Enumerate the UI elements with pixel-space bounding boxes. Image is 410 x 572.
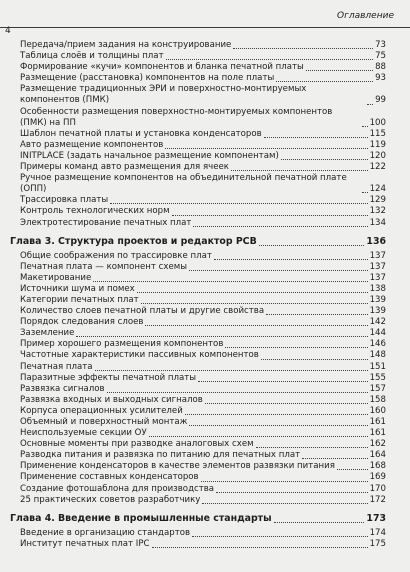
toc-entry[interactable]: [10, 206, 386, 217]
toc-entry-page-number: 162: [369, 439, 386, 450]
toc-entry-title: Развязка сигналов: [20, 383, 105, 394]
toc-entry[interactable]: [10, 428, 386, 439]
toc-entry-title: Размещение (расстановка) компонентов на поле платы: [20, 73, 275, 84]
toc-entry[interactable]: [10, 140, 386, 151]
dot-leader: [233, 48, 373, 49]
toc-entry-title: Таблица слоёв и толщины плат: [20, 51, 164, 62]
toc-entry[interactable]: [10, 218, 386, 229]
dot-leader: [362, 192, 368, 193]
toc-entry-page-number: 174: [369, 527, 386, 538]
toc-entry[interactable]: [10, 107, 386, 129]
toc-entry-title: Примеры команд авто размещения для ячеек: [20, 162, 229, 173]
toc-entry-page-number: 158: [369, 394, 386, 405]
toc-entry-page-number: 99: [375, 95, 386, 106]
toc-entry[interactable]: [10, 472, 386, 483]
dot-leader: [172, 215, 368, 216]
toc-entry-page-number: 115: [369, 128, 386, 139]
toc-entry-title: Источники шума и помех: [20, 283, 135, 294]
dot-leader: [225, 347, 367, 348]
toc-entry-page-number: 157: [369, 383, 386, 394]
toc-entry[interactable]: [10, 317, 386, 328]
dot-leader: [192, 536, 368, 537]
toc-entry[interactable]: [10, 151, 386, 162]
dot-leader: [201, 481, 368, 482]
toc-entry-page-number: 137: [369, 250, 386, 261]
toc-entry-page-number: 132: [369, 206, 386, 217]
dot-leader: [193, 226, 367, 227]
dot-leader: [205, 403, 368, 404]
toc-entry[interactable]: [10, 51, 386, 62]
toc-entry[interactable]: [10, 395, 386, 406]
toc-entry[interactable]: [10, 362, 386, 373]
dot-leader: [306, 70, 373, 71]
toc-entry[interactable]: [10, 129, 386, 140]
toc-entry[interactable]: [10, 195, 386, 206]
dot-leader: [231, 170, 368, 171]
dot-leader: [367, 104, 373, 105]
toc-entry-title: Передача/прием задания на конструирование: [20, 40, 232, 50]
toc-entry[interactable]: [10, 539, 386, 550]
toc-entry-page-number: 119: [369, 139, 386, 150]
dot-leader: [149, 436, 368, 437]
dot-leader: [302, 458, 367, 459]
toc-entry-title: Развязка входных и выходных сигналов: [20, 394, 203, 405]
toc-entry-title: Контроль технологических норм: [20, 206, 170, 217]
table-of-contents: [10, 40, 386, 550]
dot-leader: [185, 414, 368, 415]
dot-leader: [264, 137, 368, 138]
toc-entry[interactable]: [10, 350, 386, 361]
toc-entry-page-number: 151: [369, 361, 386, 372]
dot-leader: [93, 281, 367, 282]
toc-entry-title: Глава 4. Введение в промышленные стандарты: [10, 512, 272, 524]
toc-entry-title: Создание фотошаблона для производства: [20, 483, 215, 494]
toc-entry-title: Категории печатных плат: [20, 294, 139, 305]
toc-entry-title: Общие соображения по трассировке плат: [20, 250, 212, 261]
toc-entry-page-number: 122: [369, 162, 386, 173]
toc-entry-title: Печатная плата — компонент схемы: [20, 261, 188, 272]
toc-entry[interactable]: [10, 173, 386, 195]
toc-entry-page-number: 138: [369, 283, 386, 294]
running-header: Оглавление: [337, 11, 394, 21]
dot-leader: [198, 381, 368, 382]
dot-leader: [362, 126, 368, 127]
toc-entry[interactable]: [10, 262, 386, 273]
toc-entry-title: Трассировка платы: [20, 195, 109, 206]
toc-entry-page-number: 175: [369, 538, 386, 549]
toc-entry-page-number: 144: [369, 328, 386, 339]
toc-entry-page-number: 148: [369, 350, 386, 361]
toc-entry-title: Ручное размещение компонентов на объединительной печатной плате (ОПП): [20, 173, 347, 195]
toc-entry-page-number: 93: [375, 73, 386, 84]
toc-entry-page-number: 136: [366, 235, 386, 247]
toc-entry-page-number: 146: [369, 339, 386, 350]
toc-entry-page-number: 124: [369, 184, 386, 195]
toc-entry-page-number: 169: [369, 472, 386, 483]
toc-entry[interactable]: [10, 251, 386, 262]
toc-entry-title: Объемный и поверхностный монтаж: [20, 417, 188, 427]
toc-entry-page-number: 73: [375, 40, 386, 50]
dot-leader: [266, 314, 367, 315]
toc-entry-title: Размещение традиционных ЭРИ и поверхностно-монтируемых компонентов (ПМК): [20, 84, 307, 106]
toc-entry-title: Пример хорошего размещения компонентов: [20, 339, 224, 350]
toc-entry-title: Применение конденсаторов в качестве элементов развязки питания: [20, 461, 335, 472]
toc-entry-page-number: 173: [366, 512, 386, 524]
toc-entry[interactable]: [10, 84, 386, 106]
toc-entry-title: Частотные характеристики пассивных компонентов: [20, 350, 259, 361]
dot-leader: [166, 59, 373, 60]
toc-entry-page-number: 120: [369, 150, 386, 161]
toc-entry-page-number: 139: [369, 306, 386, 317]
toc-entry[interactable]: [10, 484, 386, 495]
toc-entry-title: Основные моменты при разводке аналоговых схем: [20, 439, 254, 450]
toc-entry-title: Введение в организацию стандартов: [20, 527, 191, 538]
toc-entry-title: Печатная плата: [20, 361, 93, 372]
dot-leader: [141, 303, 368, 304]
toc-entry[interactable]: [10, 295, 386, 306]
dot-leader: [107, 392, 368, 393]
toc-entry[interactable]: [10, 339, 386, 350]
dot-leader: [216, 492, 368, 493]
toc-entry-title: 25 практических советов разработчику: [20, 494, 201, 505]
toc-entry-title: Паразитные эффекты печатной платы: [20, 372, 197, 383]
dot-leader: [189, 270, 368, 271]
toc-entry-title: Шаблон печатной платы и установка конденсаторов: [20, 128, 262, 139]
toc-entry-title: Разводка питания и развязка по питанию для печатных плат: [20, 450, 301, 461]
toc-entry-page-number: 170: [369, 483, 386, 494]
toc-entry[interactable]: [10, 373, 386, 384]
toc-entry-title: Особенности размещения поверхностно-монтируемых компонентов (ПМК) на ПП: [20, 106, 333, 128]
toc-entry[interactable]: [10, 417, 386, 428]
dot-leader: [281, 159, 368, 160]
toc-entry-title: Применение составных конденсаторов: [20, 472, 199, 483]
toc-entry-page-number: 161: [369, 417, 386, 427]
toc-entry-title: Авто размещение компонентов: [20, 139, 164, 150]
dot-leader: [110, 203, 367, 204]
toc-entry-title: Заземление: [20, 328, 75, 339]
toc-entry-title: Количество слоев печатной платы и другие свойства: [20, 306, 265, 317]
toc-entry-page-number: 75: [375, 51, 386, 62]
toc-entry[interactable]: [10, 406, 386, 417]
dot-leader: [214, 259, 368, 260]
toc-entry[interactable]: [10, 73, 386, 84]
dot-leader: [202, 503, 367, 504]
header-rule: [0, 27, 410, 28]
toc-entry[interactable]: [10, 450, 386, 461]
toc-entry-title: Формирование «кучи» компонентов и бланка печатной платы: [20, 62, 304, 73]
toc-entry[interactable]: [10, 284, 386, 295]
toc-entry[interactable]: [10, 328, 386, 339]
toc-entry-page-number: 172: [369, 494, 386, 505]
toc-entry-title: INITPLACE (задать начальное размещение компонентам): [20, 150, 279, 161]
toc-entry-page-number: 160: [369, 405, 386, 416]
toc-entry-page-number: 161: [369, 428, 386, 439]
toc-entry-page-number: 137: [369, 261, 386, 272]
toc-entry-title: Корпуса операционных усилителей: [20, 405, 183, 416]
toc-entry-title: Институт печатных плат IPC: [20, 538, 150, 549]
toc-entry-page-number: 142: [369, 317, 386, 328]
toc-entry[interactable]: [10, 62, 386, 73]
toc-entry-page-number: 139: [369, 294, 386, 305]
dot-leader: [152, 547, 368, 548]
toc-entry[interactable]: [10, 528, 386, 539]
dot-leader: [137, 292, 368, 293]
toc-entry-page-number: 88: [375, 62, 386, 73]
toc-entry[interactable]: [10, 495, 386, 506]
dot-leader: [189, 425, 367, 426]
dot-leader: [145, 325, 367, 326]
toc-entry-page-number: 100: [369, 117, 386, 128]
toc-entry-page-number: 137: [369, 272, 386, 283]
toc-entry[interactable]: [10, 162, 386, 173]
dot-leader: [337, 469, 368, 470]
toc-entry[interactable]: [10, 273, 386, 284]
dot-leader: [276, 81, 373, 82]
toc-entry-title: Макетирование: [20, 272, 92, 283]
toc-entry-title: Глава 3. Структура проектов и редактор PCB: [10, 235, 257, 247]
toc-chapter-entry[interactable]: [10, 513, 386, 525]
dot-leader: [259, 245, 365, 246]
toc-entry-title: Неиспользуемые секции ОУ: [20, 428, 147, 439]
toc-entry-title: Порядок следования слоев: [20, 317, 144, 328]
toc-entry-page-number: 168: [369, 461, 386, 472]
toc-entry-page-number: 164: [369, 450, 386, 461]
toc-entry-title: Электротестирование печатных плат: [20, 217, 192, 228]
dot-leader: [95, 370, 368, 371]
toc-entry-page-number: 134: [369, 217, 386, 228]
dot-leader: [261, 359, 368, 360]
dot-leader: [274, 522, 365, 523]
dot-leader: [76, 336, 367, 337]
toc-entry[interactable]: [10, 384, 386, 395]
page-number: 4: [5, 26, 11, 36]
toc-entry-page-number: 155: [369, 372, 386, 383]
toc-entry[interactable]: [10, 461, 386, 472]
dot-leader: [256, 447, 368, 448]
dot-leader: [165, 148, 367, 149]
toc-entry[interactable]: [10, 439, 386, 450]
toc-chapter-entry[interactable]: [10, 236, 386, 248]
toc-entry-page-number: 129: [369, 195, 386, 206]
toc-entry[interactable]: [10, 306, 386, 317]
toc-entry[interactable]: [10, 40, 386, 51]
